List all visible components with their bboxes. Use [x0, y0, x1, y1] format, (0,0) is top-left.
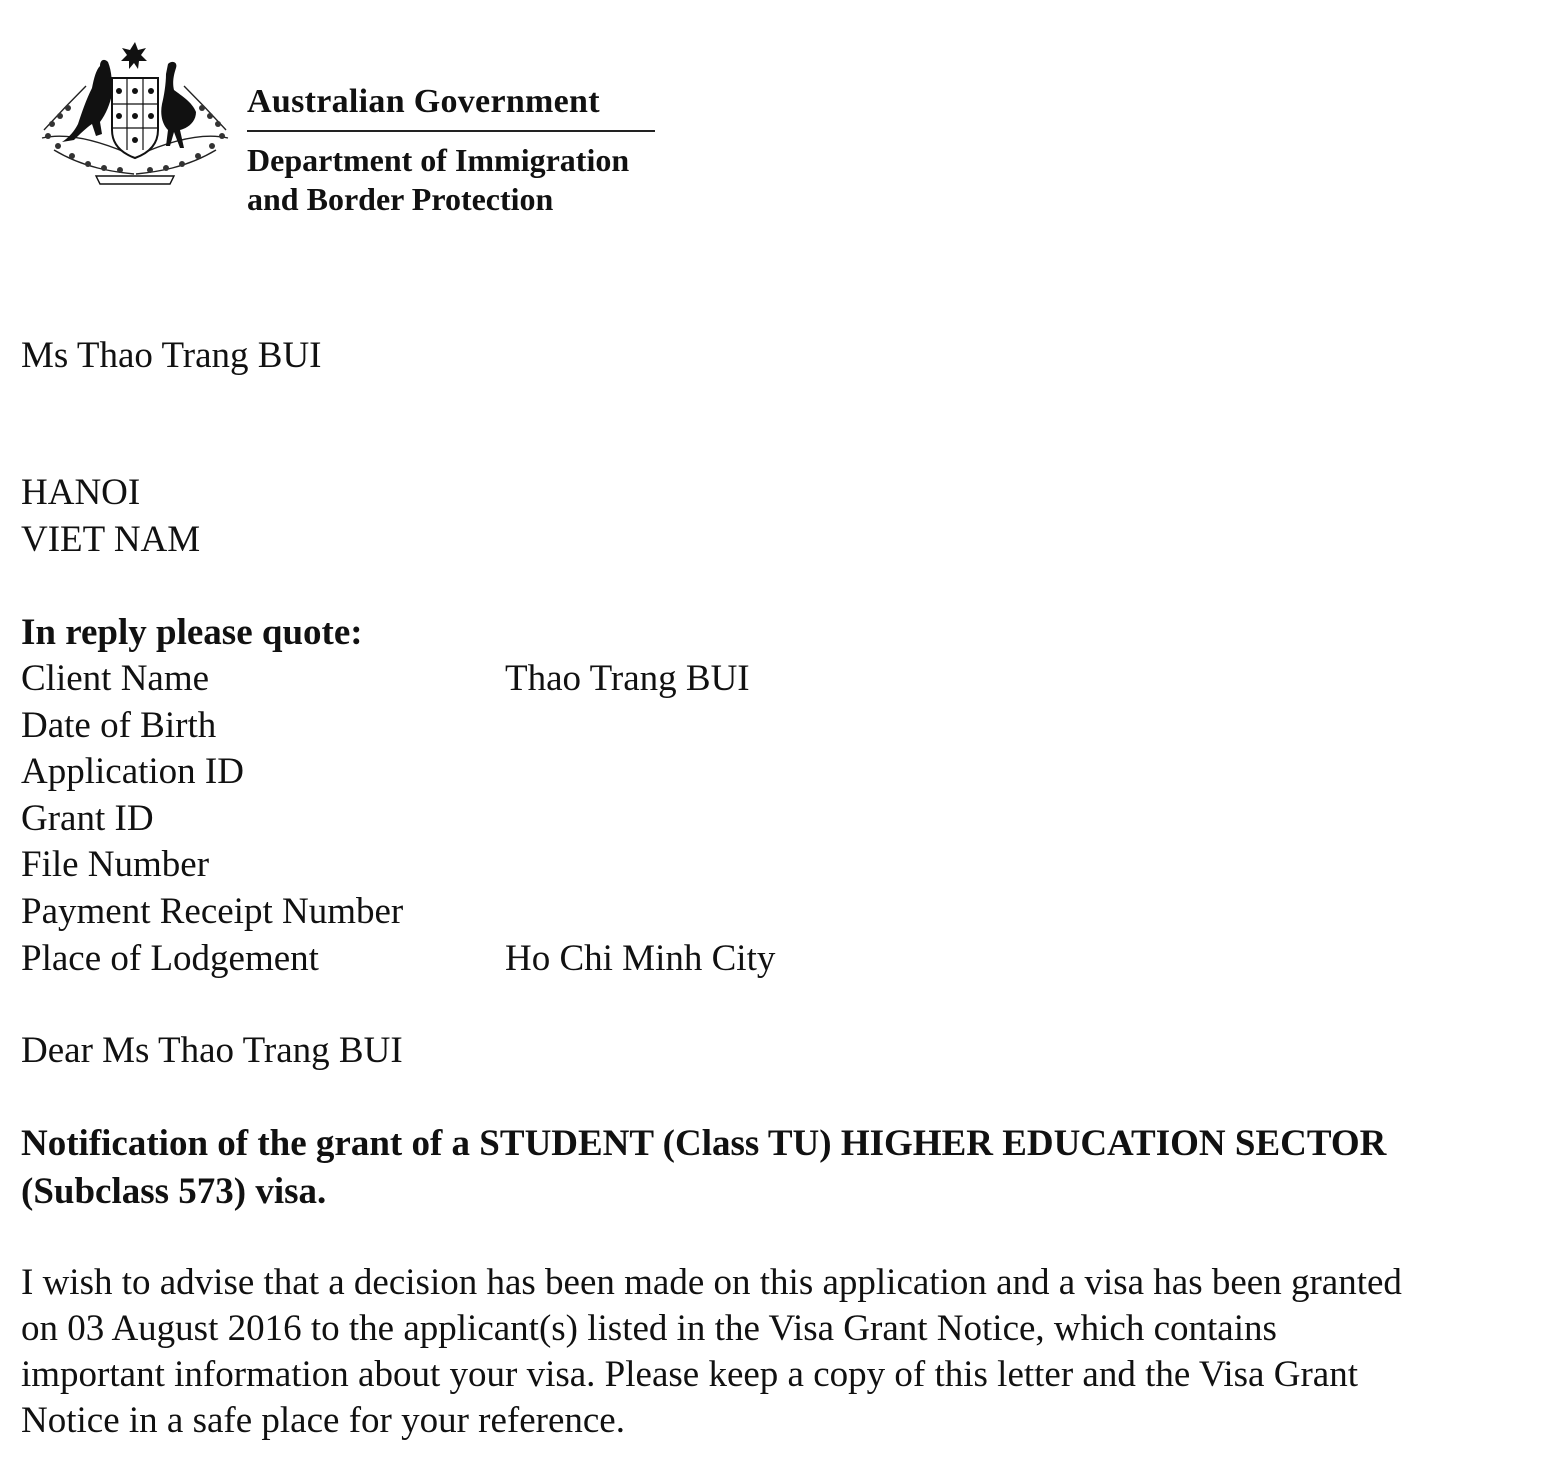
body-line: important information about your visa. Please keep a copy of this letter and the Visa Grant	[21, 1354, 1358, 1395]
reference-label: Place of Lodgement	[21, 937, 319, 979]
reference-value	[505, 796, 1005, 843]
reference-row-file-number	[21, 842, 1005, 889]
recipient-country: VIET NAM	[21, 519, 201, 560]
reference-row-payment-receipt-number	[21, 889, 1005, 936]
letterhead-divider	[247, 130, 655, 132]
recipient-name: Ms Thao Trang BUI	[21, 335, 322, 376]
recipient-city: HANOI	[21, 472, 141, 513]
reference-row-application-id	[21, 749, 1005, 796]
coat-of-arms-icon	[34, 38, 236, 190]
reference-value: Ho Chi Minh City	[505, 937, 776, 979]
body-line: I wish to advise that a decision has been made on this application and a visa has been granted	[21, 1262, 1402, 1303]
reference-row-place-of-lodgement	[21, 936, 1005, 983]
department-name-line-1: Department of Immigration	[247, 142, 630, 178]
reference-label: Application ID	[21, 751, 244, 793]
department-name-line-2: and Border Protection	[247, 181, 554, 217]
reference-value	[505, 703, 1005, 750]
reference-value	[505, 889, 1005, 936]
subject-line-2: (Subclass 573) visa.	[21, 1171, 327, 1212]
government-name: Australian Government	[247, 83, 600, 120]
reference-heading: In reply please quote:	[21, 612, 363, 653]
reference-row-grant-id	[21, 796, 1005, 843]
reference-value	[505, 842, 1005, 889]
subject-line-1: Notification of the grant of a STUDENT (Class TU) HIGHER EDUCATION SECTOR	[21, 1123, 1387, 1164]
reference-table	[21, 656, 1005, 982]
reference-label: Payment Receipt Number	[21, 890, 404, 932]
body-paragraph	[21, 1260, 1546, 1444]
reference-label: Date of Birth	[21, 704, 217, 746]
body-line: Notice in a safe place for your reference.	[21, 1400, 625, 1441]
subject-heading	[21, 1120, 1541, 1216]
reference-row-client-name	[21, 656, 1005, 703]
body-line: on 03 August 2016 to the applicant(s) listed in the Visa Grant Notice, which contains	[21, 1308, 1277, 1349]
reference-value: Thao Trang BUI	[505, 658, 750, 699]
reference-label: Client Name	[21, 658, 210, 699]
salutation: Dear Ms Thao Trang BUI	[21, 1030, 403, 1071]
reference-label: Grant ID	[21, 797, 154, 839]
agency-name-block	[247, 80, 667, 219]
reference-value	[505, 749, 1005, 796]
reference-label: File Number	[21, 844, 210, 886]
reference-row-date-of-birth	[21, 703, 1005, 750]
